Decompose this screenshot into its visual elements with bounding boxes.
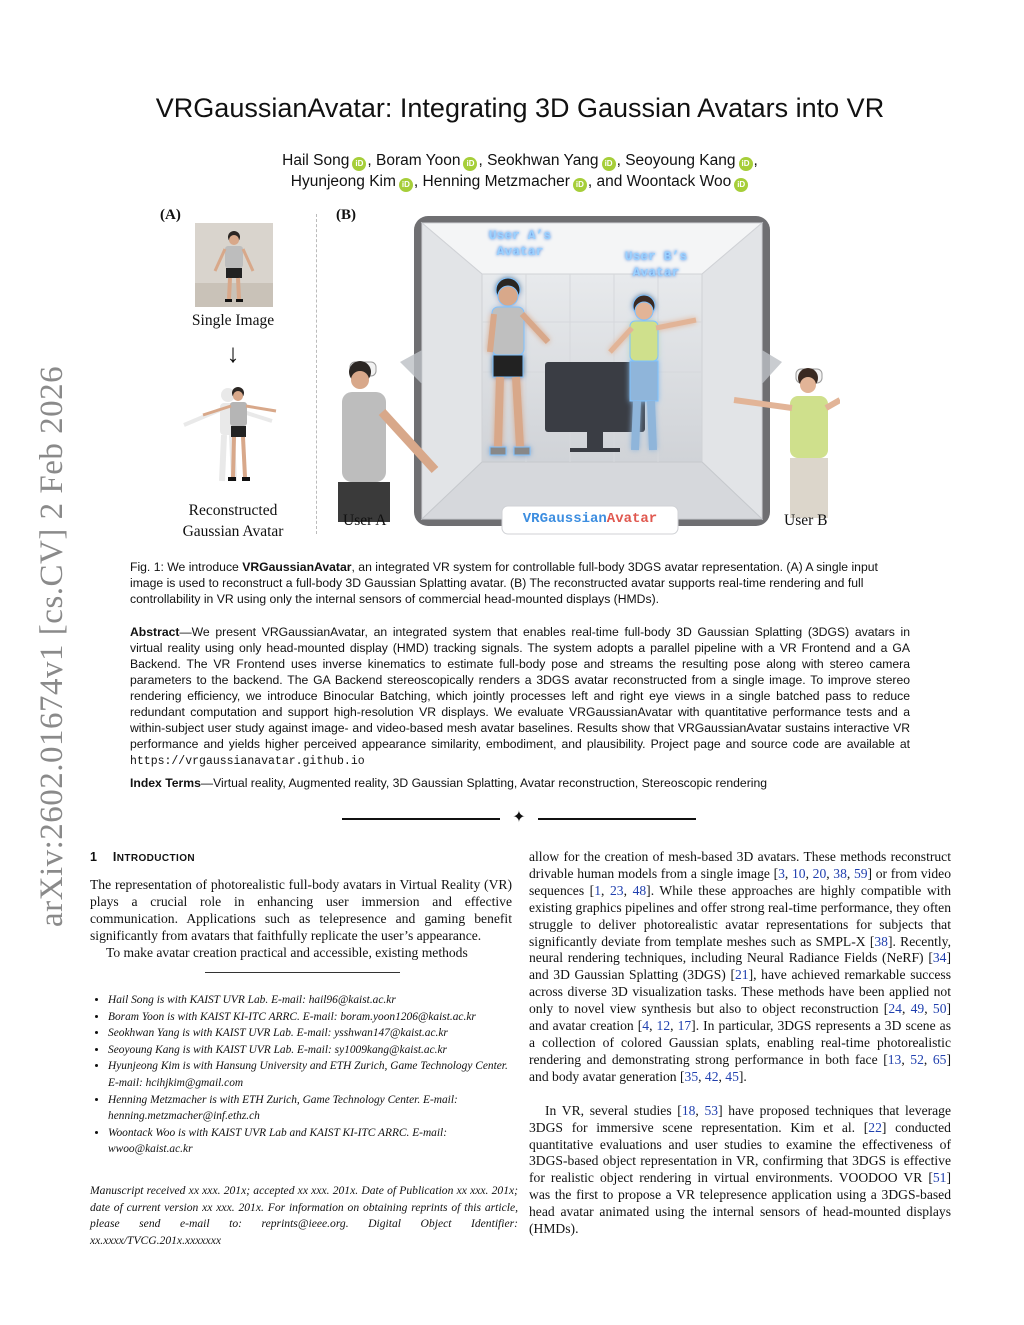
author-name: Hyunjeong Kim <box>290 173 396 190</box>
separator-rule-right <box>538 818 696 820</box>
citation-link[interactable]: 1 <box>594 882 602 898</box>
affiliation-item: • Boram Yoon is with KAIST KI-ITC ARRC. E-mail: boram.yoon1206@kaist.ac.kr <box>108 1009 518 1026</box>
affiliation-item: • Seoyoung Kang is with KAIST UVR Lab. E-mail: sy1009kang@kaist.ac.kr <box>108 1042 518 1059</box>
citation-link[interactable]: 42 <box>704 1068 719 1084</box>
orcid-icon[interactable]: iD <box>352 157 366 171</box>
paper-title: VRGaussianAvatar: Integrating 3D Gaussian Avatars into VR <box>155 93 885 123</box>
panel-a-label: (A) <box>160 207 181 223</box>
citation-link[interactable]: 38 <box>874 933 888 949</box>
citation-link[interactable]: 48 <box>632 882 647 898</box>
author-name: Seokhwan Yang <box>487 152 599 169</box>
reconstructed-avatar-label: Reconstructed Gaussian Avatar <box>182 502 284 540</box>
user-b-avatar-label: User B’s Avatar <box>624 249 688 280</box>
citation-link[interactable]: 18 <box>681 1102 696 1118</box>
section-heading: 1 INTRODUCTION <box>90 850 196 864</box>
citation-link[interactable]: 23 <box>610 882 624 898</box>
intro-paragraph-1: The representation of photorealistic full-body avatars in Virtual Reality (VR) plays a crucial role in enhancing user immersion and effective communication. Applications such as telepresence and gaming benefit significantly from avatars that faithfully replicate the user’s appearance. <box>90 876 512 943</box>
separator-rule-left <box>342 818 500 820</box>
citation-link[interactable]: 10 <box>791 865 806 881</box>
affiliation-item: • Woontack Woo is with KAIST UVR Lab and KAIST KI-ITC ARRC. E-mail: wwoo@kaist.ac.kr <box>108 1125 518 1158</box>
author-line-2: Hyunjeong Kim iD , Henning Metzmacher iD , and Woontack Woo iD <box>180 171 860 192</box>
citation-link[interactable]: 4 <box>642 1018 650 1034</box>
citation-link[interactable]: 17 <box>677 1018 692 1034</box>
author-name: Henning Metzmacher <box>422 173 570 190</box>
right-paragraph-2: In VR, several studies [18, 53] have proposed techniques that leverage 3DGS for immersive scene representation. Kim et al. [22] conducted quantitative evaluations and user studies to examine the effectiveness of 3DGS-based object representation in VR, confirming that 3DGS is effective for realistic object rendering in virtual environments. VOODOO VR [51] was the first to propose a VR telepresence application using a 3DGS-based head avatar animated using the internal sensors of head-mounted displays (HMDs). <box>529 1102 952 1237</box>
citation-link[interactable]: 38 <box>833 865 847 881</box>
orcid-icon[interactable]: iD <box>463 157 477 171</box>
single-input-photo <box>195 223 273 307</box>
vrgaussianavatar-logo: VRGaussianAvatar <box>522 511 658 527</box>
author-list <box>180 150 860 192</box>
citation-link[interactable]: 34 <box>932 950 947 966</box>
citation-link[interactable]: 13 <box>887 1051 902 1067</box>
citation-link[interactable]: 49 <box>910 1001 925 1017</box>
orcid-icon[interactable]: iD <box>734 178 748 192</box>
arxiv-identifier: arXiv:2602.01674v1 [cs.CV] 2 Feb 2026 <box>34 365 70 927</box>
manuscript-note: Manuscript received xx xxx. 201x; accepted xx xxx. 201x. Date of Publication xx xxx. 201x; date of current version xx xxx. 201x. For information on obtaining reprints of this article, please send e-mail to: reprints@ieee.org. Digital Object Identifier: xx.xxxx/TVCG.201x.xxxxxxx <box>90 1184 518 1247</box>
orcid-icon[interactable]: iD <box>739 157 753 171</box>
citation-link[interactable]: 53 <box>704 1102 719 1118</box>
citation-link[interactable]: 51 <box>932 1170 947 1186</box>
orcid-icon[interactable]: iD <box>573 178 587 192</box>
separator-diamond-icon: ✦ <box>512 809 526 826</box>
abstract: Abstract—We present VRGaussianAvatar, an integrated system that enables real-time full-body 3D Gaussian Splatting (3DGS) avatars in virtual reality using only head-mounted display (HMD) tracking signals. The system adopts a parallel pipeline with a VR Frontend and a GA Backend. The VR Frontend uses inverse kinematics to estimate full-body pose and streams the resulting pose along with stereo camera parameters to the backend. The GA Backend stereoscopically renders a 3DGS avatar reconstructed from a single image. To improve stereo rendering efficiency, we introduce Binocular Batching, which jointly processes left and right eye views in a single batched pass to reduce redundant computation and support high-resolution VR displays. We evaluate VRGaussianAvatar with quantitative performance tests and a within-subject user study against image- and video-based mesh avatar baselines. Results show that VRGaussianAvatar sustains interactive VR performance and yields higher perceived appearance similarity, embodiment, and plausibility. Project page and source code are available at https://vrgaussianavatar.github.io <box>130 625 910 768</box>
footnote-rule <box>205 972 400 973</box>
reconstructed-avatar-render <box>178 381 288 489</box>
citation-link[interactable]: 22 <box>868 1119 882 1135</box>
affiliation-item: • Seokhwan Yang is with KAIST UVR Lab. E-mail: ysshwan147@kaist.ac.kr <box>108 1025 518 1042</box>
orcid-icon[interactable]: iD <box>602 157 616 171</box>
user-b-label: User B <box>784 512 828 529</box>
citation-link[interactable]: 35 <box>684 1068 699 1084</box>
author-line-1: Hail Song iD , Boram Yoon iD , Seokhwan Yang iD , Seoyoung Kang iD , <box>282 152 758 169</box>
citation-link[interactable]: 45 <box>725 1068 739 1084</box>
author-name: Seoyoung Kang <box>625 152 736 169</box>
citation-link[interactable]: 24 <box>888 1001 902 1017</box>
panel-divider <box>316 214 317 534</box>
citation-link[interactable]: 59 <box>853 865 868 881</box>
citation-link[interactable]: 52 <box>910 1051 924 1067</box>
left-column <box>90 849 512 961</box>
user-a-label: User A <box>343 512 387 529</box>
author-name: Hail Song <box>282 152 350 169</box>
figure-caption: Fig. 1: We introduce VRGaussianAvatar, an integrated VR system for controllable full-body 3DGS avatar representation. (A) A single input image is used to reconstruct a full-body 3D Gaussian Splatting avatar. (B) The reconstructed avatar supports real-time rendering and full controllability in VR using only the internal sensors of commercial head-mounted displays (HMDs). <box>130 560 878 606</box>
orcid-icon[interactable]: iD <box>399 178 413 192</box>
index-terms: Index Terms—Virtual reality, Augmented reality, 3D Gaussian Splatting, Avatar reconstruction, Stereoscopic rendering <box>130 776 768 790</box>
arrow-down-icon: ↓ <box>226 339 240 368</box>
user-a-avatar-label: User A’s Avatar <box>488 228 552 259</box>
single-image-label: Single Image <box>191 312 275 329</box>
project-url-link[interactable]: https://vrgaussianavatar.github.io <box>130 755 365 768</box>
citation-link[interactable]: 3 <box>778 865 785 881</box>
affiliation-list <box>90 992 518 1158</box>
citation-link[interactable]: 20 <box>812 865 827 881</box>
citation-link[interactable]: 50 <box>932 1001 947 1017</box>
affiliation-item: • Hyunjeong Kim is with Hansung University and ETH Zurich, Game Technology Center. E-mail: hcihjkim@gmail.com <box>108 1058 518 1091</box>
affiliation-item: • Henning Metzmacher is with ETH Zurich, Game Technology Center. E-mail: henning.metzmacher@inf.ethz.ch <box>108 1092 518 1125</box>
right-paragraph-1: allow for the creation of mesh-based 3D avatars. These methods reconstruct drivable human models from a single image [3, 10, 20, 38, 59] or from video sequences [1, 23, 48]. While these approaches are highly compatible with existing graphics pipelines and offer strong real-time performance, they often struggle to deliver photorealistic avatar representations for subjects that significantly deviate from template meshes such as SMPL-X [38]. Recently, neural rendering techniques, including Neural Radiance Fields (NeRF) [34] and 3D Gaussian Splatting (3DGS) [21], have achieved remarkable success across diverse 3D visualization tasks. These methods have been applied not only to novel view synthesis but also to object reconstruction [24, 49, 50] and avatar creation [4, 12, 17]. In particular, 3DGS represents a 3D scene as a collection of colored Gaussian splats, enabling real-time photorealistic rendering and demonstrating strong performance in both face [13, 52, 65] and body avatar generation [35, 42, 45]. <box>529 849 952 1084</box>
citation-link[interactable]: 12 <box>656 1018 671 1034</box>
citation-link[interactable]: 65 <box>932 1051 947 1067</box>
author-name: Woontack Woo <box>626 173 732 190</box>
author-name: Boram Yoon <box>376 152 461 169</box>
panel-b-label: (B) <box>336 207 356 223</box>
citation-link[interactable]: 21 <box>735 967 749 983</box>
affiliation-item: • Hail Song is with KAIST UVR Lab. E-mail: hail96@kaist.ac.kr <box>108 992 518 1009</box>
vr-scene-illustration <box>330 212 840 542</box>
right-column <box>529 849 951 1238</box>
intro-paragraph-2: To make avatar creation practical and accessible, existing methods <box>106 944 468 960</box>
